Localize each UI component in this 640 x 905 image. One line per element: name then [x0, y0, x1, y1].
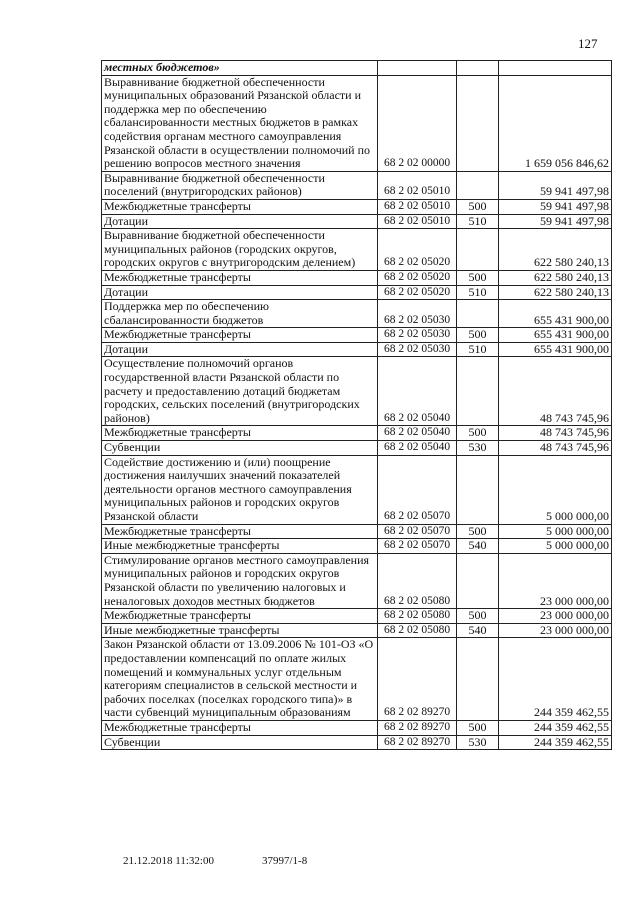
- row-code-cell: 68 2 02 05070: [378, 539, 457, 554]
- row-name-cell: Субвенции: [102, 735, 378, 750]
- row-code-cell: [378, 61, 457, 76]
- row-expense-type-cell: [457, 638, 499, 721]
- table-row: [102, 455, 612, 524]
- row-name-cell: Содействие достижению и (или) поощрение достижения наилучших значений показателей деятельности органов местного самоуправления муниципальных районов и городских округов Рязанской области: [102, 455, 378, 524]
- table-row: [102, 441, 612, 456]
- table-row: [102, 342, 612, 357]
- row-code-cell: 68 2 02 05040: [378, 441, 457, 456]
- row-name-cell: Выравнивание бюджетной обеспеченности муниципальных районов (городских округов, городских округов с внутригородским делением): [102, 229, 378, 271]
- row-code-cell: 68 2 02 05040: [378, 357, 457, 426]
- row-expense-type-cell: 500: [457, 328, 499, 343]
- row-name-cell: Дотации: [102, 214, 378, 229]
- table-row: [102, 171, 612, 199]
- row-expense-type-cell: 500: [457, 199, 499, 214]
- row-code-cell: 68 2 02 05080: [378, 553, 457, 608]
- row-expense-type-cell: [457, 357, 499, 426]
- table-row: [102, 539, 612, 554]
- row-code-cell: 68 2 02 05020: [378, 229, 457, 271]
- table-row: [102, 214, 612, 229]
- row-amount-cell: 1 659 056 846,62: [499, 75, 612, 171]
- row-name-cell: Межбюджетные трансферты: [102, 524, 378, 539]
- table-row: [102, 357, 612, 426]
- row-amount-cell: 622 580 240,13: [499, 285, 612, 300]
- row-code-cell: 68 2 02 05080: [378, 623, 457, 638]
- row-amount-cell: 244 359 462,55: [499, 735, 612, 750]
- row-expense-type-cell: 540: [457, 623, 499, 638]
- row-expense-type-cell: [457, 75, 499, 171]
- table-row: [102, 328, 612, 343]
- table-row: [102, 229, 612, 271]
- row-amount-cell: 622 580 240,13: [499, 229, 612, 271]
- row-expense-type-cell: [457, 229, 499, 271]
- row-code-cell: 68 2 02 05010: [378, 199, 457, 214]
- table-row: [102, 61, 612, 76]
- row-expense-type-cell: [457, 61, 499, 76]
- row-code-cell: 68 2 02 05080: [378, 609, 457, 624]
- row-amount-cell: 59 941 497,98: [499, 199, 612, 214]
- row-name-cell: Межбюджетные трансферты: [102, 270, 378, 285]
- row-expense-type-cell: 530: [457, 735, 499, 750]
- row-code-cell: 68 2 02 05010: [378, 214, 457, 229]
- row-expense-type-cell: 510: [457, 342, 499, 357]
- row-name-cell: Дотации: [102, 285, 378, 300]
- row-code-cell: 68 2 02 89270: [378, 735, 457, 750]
- row-amount-cell: 48 743 745,96: [499, 357, 612, 426]
- row-code-cell: 68 2 02 05010: [378, 171, 457, 199]
- row-name-cell: Поддержка мер по обеспечению сбалансированности бюджетов: [102, 300, 378, 328]
- row-amount-cell: 244 359 462,55: [499, 720, 612, 735]
- footer-document-number: 37997/1-8: [262, 855, 308, 867]
- row-amount-cell: 59 941 497,98: [499, 214, 612, 229]
- row-code-cell: 68 2 02 05070: [378, 524, 457, 539]
- row-expense-type-cell: [457, 455, 499, 524]
- row-name-cell: Выравнивание бюджетной обеспеченности поселений (внутригородских районов): [102, 171, 378, 199]
- row-amount-cell: 655 431 900,00: [499, 328, 612, 343]
- row-expense-type-cell: 500: [457, 609, 499, 624]
- row-amount-cell: 23 000 000,00: [499, 623, 612, 638]
- table-row: [102, 609, 612, 624]
- row-amount-cell: 5 000 000,00: [499, 539, 612, 554]
- row-name-cell: Закон Рязанской области от 13.09.2006 № 101-ОЗ «О предоставлении компенсаций по оплате жилых помещений и коммунальных услуг отдельным категориям специалистов в сельской местности и рабочих поселках (поселках городского типа)» в части субвенций муниципальным образованиям: [102, 638, 378, 721]
- row-name-cell: Дотации: [102, 342, 378, 357]
- row-code-cell: 68 2 02 05020: [378, 285, 457, 300]
- row-name-cell: Выравнивание бюджетной обеспеченности муниципальных образований Рязанской области и поддержка мер по обеспечению сбалансированности местных бюджетов в рамках содействия органам местного самоуправления Рязанской области в осуществлении полномочий по решению вопросов местного значения: [102, 75, 378, 171]
- row-amount-cell: 655 431 900,00: [499, 342, 612, 357]
- row-code-cell: 68 2 02 05030: [378, 342, 457, 357]
- row-amount-cell: 23 000 000,00: [499, 553, 612, 608]
- row-amount-cell: 622 580 240,13: [499, 270, 612, 285]
- row-code-cell: 68 2 02 00000: [378, 75, 457, 171]
- table-row: [102, 285, 612, 300]
- row-code-cell: 68 2 02 05040: [378, 426, 457, 441]
- row-name-cell: местных бюджетов»: [102, 61, 378, 76]
- row-name-cell: Осуществление полномочий органов государственной власти Рязанской области по расчету и предоставлению дотаций бюджетам городских, сельских поселений (внутригородских районов): [102, 357, 378, 426]
- row-name-cell: Иные межбюджетные трансферты: [102, 623, 378, 638]
- row-amount-cell: [499, 61, 612, 76]
- row-expense-type-cell: 510: [457, 285, 499, 300]
- row-amount-cell: 23 000 000,00: [499, 609, 612, 624]
- row-amount-cell: 655 431 900,00: [499, 300, 612, 328]
- row-amount-cell: 5 000 000,00: [499, 524, 612, 539]
- row-code-cell: 68 2 02 05020: [378, 270, 457, 285]
- row-name-cell: Стимулирование органов местного самоуправления муниципальных районов и городских округов Рязанской области по увеличению налоговых и неналоговых доходов местных бюджетов: [102, 553, 378, 608]
- table-row: [102, 524, 612, 539]
- table-row: [102, 638, 612, 721]
- row-amount-cell: 59 941 497,98: [499, 171, 612, 199]
- row-code-cell: 68 2 02 05030: [378, 328, 457, 343]
- page-number: 127: [578, 36, 598, 51]
- table-row: [102, 199, 612, 214]
- row-expense-type-cell: [457, 300, 499, 328]
- row-name-cell: Межбюджетные трансферты: [102, 426, 378, 441]
- row-expense-type-cell: [457, 171, 499, 199]
- row-name-cell: Субвенции: [102, 441, 378, 456]
- row-expense-type-cell: 500: [457, 426, 499, 441]
- row-expense-type-cell: 530: [457, 441, 499, 456]
- table-row: [102, 426, 612, 441]
- table-row: [102, 623, 612, 638]
- row-amount-cell: 48 743 745,96: [499, 441, 612, 456]
- row-expense-type-cell: 500: [457, 720, 499, 735]
- row-code-cell: 68 2 02 89270: [378, 638, 457, 721]
- footer-date: 21.12.2018 11:32:00: [123, 855, 214, 867]
- table-row: [102, 270, 612, 285]
- row-amount-cell: 244 359 462,55: [499, 638, 612, 721]
- table-row: [102, 735, 612, 750]
- table-row: [102, 720, 612, 735]
- row-amount-cell: 48 743 745,96: [499, 426, 612, 441]
- budget-table-body: [102, 61, 612, 750]
- row-name-cell: Иные межбюджетные трансферты: [102, 539, 378, 554]
- row-name-cell: Межбюджетные трансферты: [102, 720, 378, 735]
- row-expense-type-cell: 510: [457, 214, 499, 229]
- row-name-cell: Межбюджетные трансферты: [102, 328, 378, 343]
- row-code-cell: 68 2 02 05030: [378, 300, 457, 328]
- table-row: [102, 300, 612, 328]
- budget-table: [101, 60, 612, 750]
- row-expense-type-cell: 500: [457, 524, 499, 539]
- table-row: [102, 75, 612, 171]
- row-code-cell: 68 2 02 89270: [378, 720, 457, 735]
- row-name-cell: Межбюджетные трансферты: [102, 199, 378, 214]
- row-expense-type-cell: 540: [457, 539, 499, 554]
- row-amount-cell: 5 000 000,00: [499, 455, 612, 524]
- row-expense-type-cell: [457, 553, 499, 608]
- table-row: [102, 553, 612, 608]
- row-expense-type-cell: 500: [457, 270, 499, 285]
- row-code-cell: 68 2 02 05070: [378, 455, 457, 524]
- row-name-cell: Межбюджетные трансферты: [102, 609, 378, 624]
